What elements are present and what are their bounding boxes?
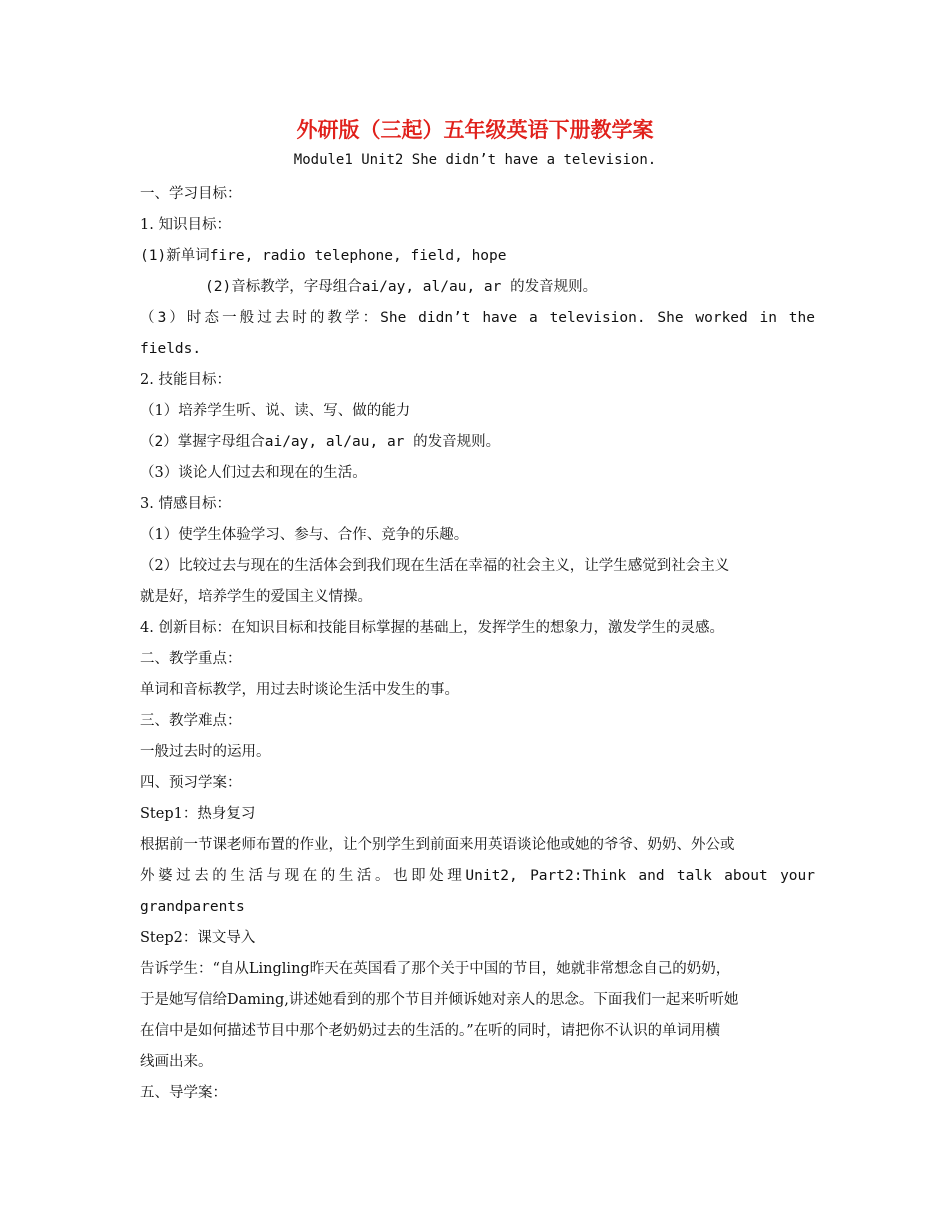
text-line: fields.	[140, 341, 202, 357]
subheading-innovation: 4. 创新目标：在知识目标和技能目标掌握的基础上，发挥学生的想象力，激发学生的灵感。	[140, 620, 724, 636]
text-line: （2）掌握字母组合ai/ay, al/au, ar 的发音规则。	[140, 434, 501, 450]
section-heading-objectives: 一、学习目标：	[140, 186, 242, 202]
subheading-knowledge: 1. 知识目标：	[140, 217, 231, 233]
section-heading-guided-study: 五、导学案：	[140, 1085, 227, 1101]
section-heading-preview: 四、预习学案：	[140, 775, 242, 791]
text-line: 于是她写信给Daming,讲述她看到的那个节目并倾诉她对亲人的思念。下面我们一起来听听她	[140, 992, 739, 1008]
text-line: grandparents	[140, 899, 245, 915]
text-line: 根据前一节课老师布置的作业，让个别学生到前面来用英语谈论他或她的爷爷、奶奶、外公或	[140, 837, 735, 853]
text-line: (2)音标教学，字母组合ai/ay, al/au, ar 的发音规则。	[205, 279, 598, 295]
document-title: 外研版（三起）五年级英语下册教学案	[296, 118, 654, 142]
step-heading: Step2：课文导入	[140, 930, 256, 946]
subheading-emotion: 3. 情感目标：	[140, 496, 231, 512]
subheading-skills: 2. 技能目标：	[140, 372, 231, 388]
text-line: 线画出来。	[140, 1054, 213, 1070]
text-line: 告诉学生：“自从Lingling昨天在英国看了那个关于中国的节目，她就非常想念自己的奶奶，	[140, 961, 731, 977]
text-line: （1）培养学生听、说、读、写、做的能力	[140, 403, 411, 419]
text-line: (1)新单词fire, radio telephone, field, hope	[140, 248, 507, 264]
text-line: 一般过去时的运用。	[140, 744, 271, 760]
section-heading-key-points: 二、教学重点：	[140, 651, 242, 667]
document-subtitle: Module1 Unit2 She didn’t have a television.	[293, 152, 657, 168]
text-line: 单词和音标教学，用过去时谈论生活中发生的事。	[140, 682, 459, 698]
text-line: （2）比较过去与现在的生活体会到我们现在生活在幸福的社会主义，让学生感觉到社会主义	[140, 558, 730, 574]
text-line: 外婆过去的生活与现在的生活。也即处理Unit2, Part2:Think and talk about your	[140, 868, 815, 884]
text-line: 在信中是如何描述节目中那个老奶奶过去的生活的。”在听的同时，请把你不认识的单词用横	[140, 1023, 721, 1039]
text-line: （3）谈论人们过去和现在的生活。	[140, 465, 367, 481]
section-heading-difficulties: 三、教学难点：	[140, 713, 242, 729]
text-line: （3）时态一般过去时的教学：She didn’t have a television. She worked in the	[140, 310, 815, 326]
text-line: （1）使学生体验学习、参与、合作、竞争的乐趣。	[140, 527, 469, 543]
step-heading: Step1：热身复习	[140, 806, 256, 822]
text-line: 就是好，培养学生的爱国主义情操。	[140, 589, 372, 605]
